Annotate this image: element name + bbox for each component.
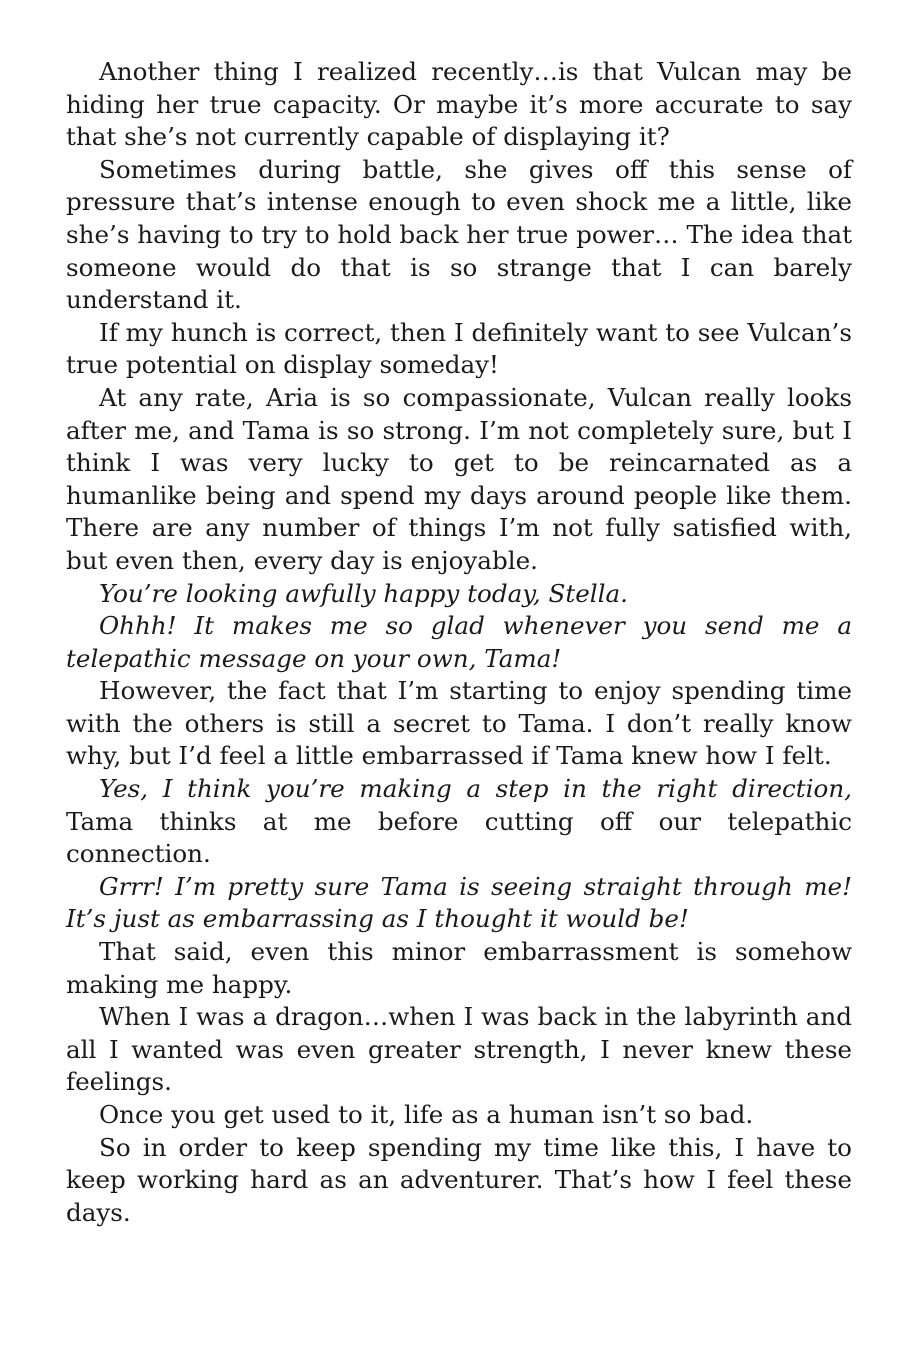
paragraph [66,773,852,871]
text-run: If my hunch is correct, then I definitely want to see Vulcan’s true potential on display someday! [66,317,852,380]
text-run: That said, even this minor embarrassment is somehow making me happy. [66,937,852,999]
paragraph [66,56,852,154]
text-run: However, the fact that I’m starting to enjoy spending time with the others is still a secret to Tama. I don’t really know why, but I’d feel a little embarrassed if Tama knew how I felt. [66,676,852,771]
text-run: At any rate, Aria is so compassionate, Vulcan really looks after me, and Tama is so strong. I’m not completely sure, but I think I was very lucky to get to be reincarnated as a humanlike being and spend my days around people like them. There are any number of things I’m not fully satisfied with, but even then, every day is enjoyable. [66,382,852,575]
paragraph [66,154,852,317]
paragraph [66,317,852,382]
paragraph [66,936,852,1001]
paragraph [66,1001,852,1099]
text-run: When I was a dragon…when I was back in the labyrinth and all I wanted was even greater strength, I never knew these feelings. [66,1002,852,1097]
telepathic-message: Ohhh! It makes me so glad whenever you send me a telepathic message on your own, Tama! [66,611,852,673]
page-body [66,56,852,1229]
paragraph-italic [66,871,852,936]
paragraph [66,675,852,773]
text-run: Tama thinks at me before cutting off our telepathic connection. [66,806,852,869]
text-run: Once you get used to it, life as a human isn’t so bad. [99,1100,754,1129]
inner-thought: Grrr! I’m pretty sure Tama is seeing straight through me! It’s just as embarrassing as I thought it would be! [66,871,852,934]
paragraph [66,382,852,578]
paragraph [66,1132,852,1230]
text-run: Sometimes during battle, she gives off this sense of pressure that’s intense enough to even shock me a little, like she’s having to try to hold back her true power… The idea that someone would do that is so strange that I can barely understand it. [66,154,852,315]
telepathic-message: You’re looking awfully happy today, Stella. [99,578,628,608]
text-run: So in order to keep spending my time like this, I have to keep working hard as an adventurer. That’s how I feel these days. [66,1132,852,1227]
paragraph-italic [66,610,852,675]
paragraph [66,1099,852,1132]
text-run: Another thing I realized recently…is that Vulcan may be hiding her true capacity. Or maybe it’s more accurate to say that she’s not currently capable of displaying it? [66,57,852,152]
telepathic-message: Yes, I think you’re making a step in the right direction, [99,774,852,804]
paragraph-italic [66,578,852,611]
